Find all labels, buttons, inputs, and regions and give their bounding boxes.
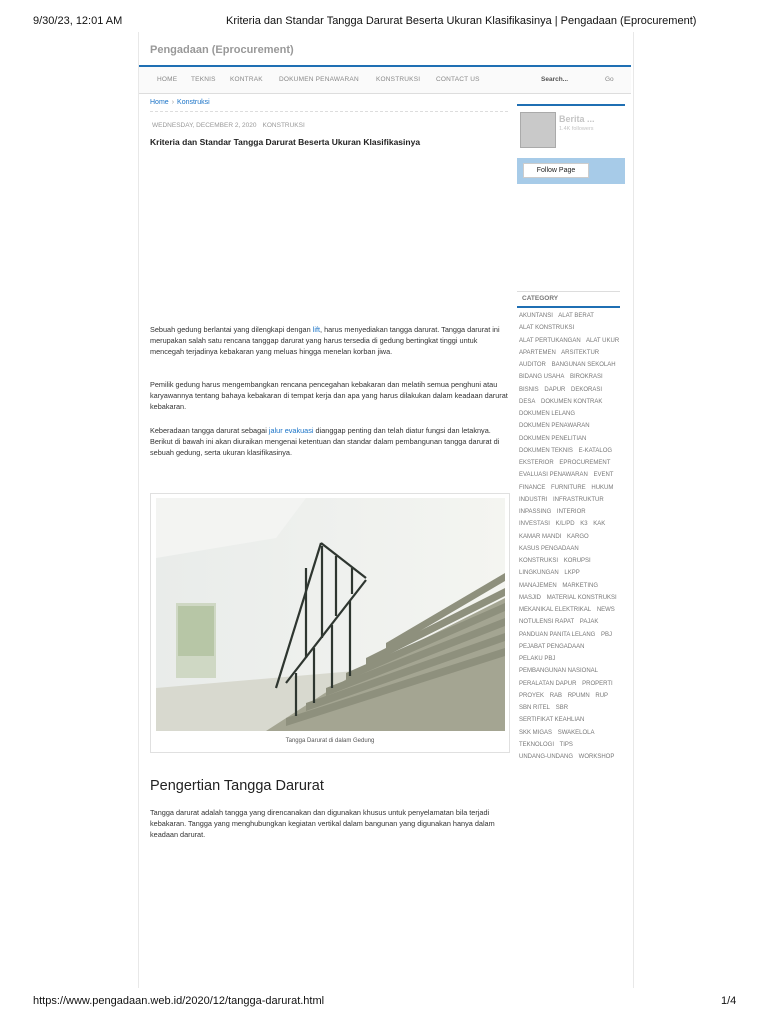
category-tag[interactable]: RUP [595,692,609,699]
category-tag[interactable]: EKSTERIOR [519,460,554,466]
staircase-photo [156,498,505,731]
follow-page-button[interactable]: Follow Page [523,163,589,178]
category-tag[interactable]: RAB [549,692,563,699]
category-tag[interactable]: PEJABAT PENGADAAN [519,643,585,650]
category-tag[interactable]: KAK [593,521,606,528]
facebook-widget [517,104,625,186]
figure-caption: Tangga Darurat di dalam Gedung [285,738,375,744]
nav-konstruksi[interactable]: KONSTRUKSI [376,76,421,83]
category-tag[interactable]: MASJID [519,594,542,601]
category-tag[interactable]: KARGO [567,533,589,540]
print-url: https://www.pengadaan.web.id/2020/12/tangga-darurat.html [33,995,325,1007]
category-tag[interactable]: FINANCE [519,484,546,491]
category-tag[interactable]: DOKUMEN TEKNIS [519,447,573,454]
category-tag[interactable]: DAPUR [544,386,566,393]
category-tag[interactable]: SKK MIGAS [519,729,553,736]
breadcrumb [150,99,210,106]
category-list [519,310,625,763]
category-tag[interactable]: TIPS [559,741,573,748]
category-tag[interactable]: BIDANG USAHA [519,374,565,381]
post-category[interactable]: KONSTRUKSI [262,122,305,129]
paragraph-3-text-a: Keberadaan tangga darurat sebagai [150,426,269,435]
category-tag[interactable]: PANDUAN PANITA LELANG [519,631,596,638]
page-logo-icon [520,112,556,148]
widget-banner [517,109,625,159]
category-tag[interactable]: ARSITEKTUR [561,349,600,356]
category-tag[interactable]: ALAT KONSTRUKSI [519,325,575,332]
category-tag[interactable]: EVALUASI PENAWARAN [519,472,588,479]
search-input[interactable]: Search... [541,76,569,83]
category-tag[interactable]: EPROCUREMENT [559,460,611,466]
category-tag[interactable]: DOKUMEN PENAWARAN [519,423,590,430]
page-container [138,32,634,988]
nav-kontrak[interactable]: KONTRAK [230,76,263,83]
main-nav [139,65,631,94]
category-tag[interactable]: SWAKELOLA [557,729,595,736]
paragraph-3 [150,425,510,458]
category-tag[interactable]: ALAT UKUR [586,337,620,344]
category-tag[interactable]: PROYEK [519,692,545,699]
breadcrumb-separator: › [171,99,175,106]
category-tag[interactable]: KAMAR MANDI [519,533,562,540]
category-tag[interactable]: DOKUMEN KONTRAK [541,398,603,405]
breadcrumb-current[interactable]: Konstruksi [177,99,210,106]
category-tag[interactable]: DEKORASI [571,386,603,393]
category-tag[interactable]: ALAT PERTUKANGAN [519,337,581,344]
category-tag[interactable]: AUDITOR [519,362,546,368]
category-tag[interactable]: AKUNTANSI [519,313,553,319]
search-go-button[interactable]: Go [605,76,614,83]
category-tag[interactable]: NOTULENSI RAPAT [519,619,575,626]
site-title[interactable]: Pengadaan (Eprocurement) [150,44,294,56]
breadcrumb-home[interactable]: Home [150,99,169,106]
paragraph-4: Tangga darurat adalah tangga yang direncanakan dan digunakan khusus untuk penyelamatan bila terjadi kebakaran. Tangga yang menghubungkan kegiatan vertikal dalam bangunan yang digunakan hanya dalam keadaan darurat. [150,808,495,839]
category-tag[interactable]: TEKNOLOGI [519,741,555,748]
category-tag[interactable]: DOKUMEN PENELITIAN [519,435,587,442]
nav-home[interactable]: HOME [157,76,178,83]
paragraph-1-text-b: , harus menyediakan tangga darurat. Tangga darurat ini merupakan salah satu rencana tanggap darurat yang harus tersedia di gedung bertingkat tinggi untuk mencegah terjadinya kebakaran yang meluas hingga menelan korban jiwa. [150,325,500,356]
category-tag[interactable]: UNDANG-UNDANG [519,754,573,760]
category-tag[interactable]: INPASSING [519,509,552,515]
category-tag[interactable]: SBR [555,705,569,711]
section-heading: Pengertian Tangga Darurat [150,778,324,794]
category-tag[interactable]: LINGKUNGAN [519,570,559,577]
category-tag[interactable]: WORKSHOP [578,754,615,760]
category-tag[interactable]: K/L/PD [555,521,575,528]
category-tag[interactable]: KASUS PENGADAAN [519,545,579,552]
category-tag[interactable]: E-KATALOG [578,447,613,454]
post-meta [152,122,305,129]
category-tag[interactable]: PBJ [601,631,613,638]
print-timestamp: 9/30/23, 12:01 AM [33,15,123,27]
category-tag[interactable]: PEMBANGUNAN NASIONAL [519,668,599,675]
category-tag[interactable]: DOKUMEN LELANG [519,411,576,417]
category-tag[interactable]: RPUMN [567,692,590,699]
post-title: Kriteria dan Standar Tangga Darurat Beserta Ukuran Klasifikasinya [150,137,421,147]
nav-teknis[interactable]: TEKNIS [191,76,216,83]
category-tag[interactable]: ALAT BERAT [558,313,594,319]
category-tag[interactable]: INDUSTRI [519,496,548,503]
link-jalur-evakuasi[interactable]: jalur evakuasi [268,426,314,435]
print-page-number: 1/4 [721,995,737,1007]
category-heading-label: CATEGORY [522,295,559,302]
paragraph-2: Pemilik gedung harus mengembangkan rencana pencegahan kebakaran dan melatih semua penghuni atau karyawannya tentang bahaya kebakaran di tempat kerja dan apa yang harus dilakukan dalam keadaan darurat kebakaran. [150,380,508,411]
category-tag[interactable]: INVESTASI [519,521,550,528]
widget-followers: 1.4K followers [559,126,594,132]
paragraph-1-text-a: Sebuah gedung berlantai yang dilengkapi dengan [150,325,313,334]
category-tag[interactable]: BIROKRASI [570,374,603,381]
category-tag[interactable]: MATERIAL KONSTRUKSI [546,594,617,601]
nav-contact-us[interactable]: CONTACT US [436,76,480,83]
link-lift[interactable]: lift [312,325,321,334]
category-tag[interactable]: KORUPSI [563,558,591,564]
category-tag[interactable]: PROPERTI [582,680,613,687]
category-tag[interactable]: PELAKU PBJ [519,656,556,662]
category-tag[interactable]: BISNIS [519,386,539,393]
category-tag[interactable]: KONSTRUKSI [519,558,559,564]
paragraph-3-text-b: dianggap penting dan telah diatur fungsi dan letaknya. Berikut di bawah ini akan diuraikan mengenai ketentuan dan standar dalam pembangunan tangga darurat di sebuah gedung, serta ukuran klasifikasinya. [150,426,500,457]
category-tag[interactable]: INTERIOR [556,509,586,515]
category-tag[interactable]: SBN RITEL [519,705,551,711]
nav-dokumen-penawaran[interactable]: DOKUMEN PENAWARAN [279,76,359,83]
category-tag[interactable]: FURNITURE [551,484,586,491]
category-tag[interactable]: PAJAK [579,619,599,626]
category-tag[interactable]: APARTEMEN [519,349,556,356]
category-heading [517,291,620,308]
category-tag[interactable]: LKPP [564,570,580,577]
post-date: WEDNESDAY, DECEMBER 2, 2020 [152,122,257,129]
category-tag[interactable]: BANGUNAN SEKOLAH [551,362,616,368]
category-tag[interactable]: INFRASTRUKTUR [553,496,604,503]
category-tag[interactable]: MARKETING [562,582,599,589]
category-tag[interactable]: MANAJEMEN [519,582,557,589]
category-tag[interactable]: DESA [519,398,536,405]
category-tag[interactable]: NEWS [596,607,615,613]
category-tag[interactable]: PERALATAN DAPUR [519,680,577,687]
category-tag[interactable]: MEKANIKAL ELEKTRIKAL [519,607,592,613]
print-title: Kriteria dan Standar Tangga Darurat Beserta Ukuran Klasifikasinya | Pengadaan (Eprocurement) [226,15,697,27]
category-tag[interactable]: K3 [580,521,588,528]
article-figure [150,493,510,753]
widget-title[interactable]: Berita ... [559,114,595,124]
paragraph-1 [150,324,510,357]
breadcrumb-divider [150,111,508,112]
category-tag[interactable]: HUKUM [591,484,614,491]
category-tag[interactable]: SERTIFIKAT KEAHLIAN [519,717,585,724]
category-tag[interactable]: EVENT [593,472,614,479]
